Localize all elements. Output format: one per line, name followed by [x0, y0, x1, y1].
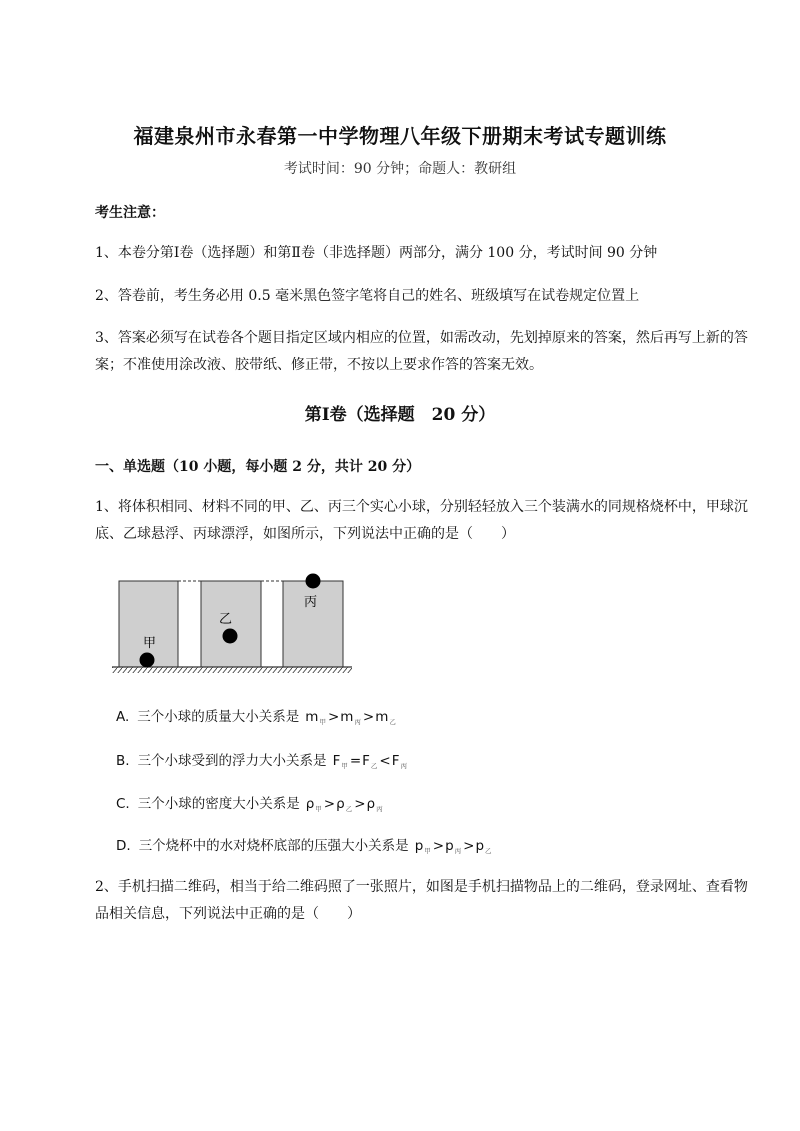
term-symbol: F	[391, 753, 400, 769]
term-symbol: p	[445, 838, 454, 854]
formula-c	[306, 796, 384, 812]
exam-subtitle: 考试时间：90 分钟；命题人：教研组	[283, 161, 517, 177]
formula-a	[305, 709, 397, 725]
term-symbol: F	[362, 753, 370, 769]
option-text: 三个小球的质量大小关系是	[137, 709, 300, 725]
relation: >	[327, 709, 340, 725]
option-d[interactable]	[116, 836, 493, 861]
term-subscript: 丙	[354, 718, 361, 726]
term-symbol: p	[475, 838, 485, 854]
relation: >	[362, 709, 375, 725]
notice-item-3: 3、答案必须写在试卷各个题目指定区域内相应的位置，如需改动，先划掉原来的答案，然后再写上新的答案；不准使用涂改液、胶带纸、修正带，不按以上要求作答的答案无效。	[95, 330, 748, 373]
option-letter: C.	[116, 796, 130, 812]
term-subscript: 乙	[389, 718, 396, 726]
label-jia: 甲	[143, 636, 157, 651]
term-subscript: 丙	[376, 805, 383, 813]
term-symbol: m	[375, 709, 389, 725]
option-c[interactable]	[116, 794, 384, 819]
question-1-text: 1、将体积相同、材料不同的甲、乙、丙三个实心小球，分别轻轻放入三个装满水的同规格烧杯中，甲球沉底、乙球悬浮、丙球漂浮，如图所示，下列说法中正确的是（ ）	[95, 499, 748, 542]
option-letter: B.	[116, 753, 130, 769]
term-symbol: m	[305, 709, 319, 725]
ball-jia	[140, 653, 155, 668]
formula-d	[415, 838, 493, 854]
option-text: 三个烧杯中的水对烧杯底部的压强大小关系是	[138, 838, 409, 854]
term-subscript: 甲	[319, 718, 326, 726]
relation: >	[323, 796, 336, 812]
term-subscript: 乙	[345, 805, 353, 813]
option-letter: A.	[116, 709, 130, 725]
ball-yi	[223, 629, 238, 644]
ground-hatch	[112, 667, 352, 673]
term-subscript: 甲	[341, 762, 348, 770]
formula-b	[333, 753, 408, 769]
beakers-figure	[112, 566, 352, 678]
question-2-text: 2、手机扫描二维码，相当于给二维码照了一张照片，如图是手机扫描物品上的二维码，登录网址、查看物品相关信息，下列说法中正确的是（ ）	[95, 879, 748, 922]
notice-heading: 考生注意：	[95, 205, 165, 221]
term-subscript: 丙	[400, 762, 407, 770]
ball-bing	[306, 574, 321, 589]
term-symbol: m	[340, 709, 354, 725]
option-text: 三个小球受到的浮力大小关系是	[137, 753, 327, 769]
term-subscript: 甲	[315, 805, 322, 813]
question-group-heading: 一、单选题（10 小题，每小题 2 分，共计 20 分）	[95, 459, 421, 475]
relation: =	[349, 753, 362, 769]
label-yi: 乙	[219, 612, 233, 627]
term-symbol: ρ	[305, 796, 315, 812]
term-subscript: 乙	[485, 847, 492, 855]
label-bing: 丙	[304, 595, 318, 610]
relation: >	[432, 838, 445, 854]
term-symbol: ρ	[336, 796, 345, 812]
exam-title: 福建泉州市永春第一中学物理八年级下册期末考试专题训练	[133, 124, 667, 148]
notice-item-1: 1、本卷分第Ⅰ卷（选择题）和第Ⅱ卷（非选择题）两部分，满分 100 分，考试时间 90 分钟	[95, 245, 658, 261]
term-subscript: 甲	[424, 847, 431, 855]
notice-item-2: 2、答卷前，考生务必用 0.5 毫米黑色签字笔将自己的姓名、班级填写在试卷规定位置上	[95, 288, 640, 304]
option-text: 三个小球的密度大小关系是	[137, 796, 300, 812]
relation: <	[379, 753, 391, 769]
option-a[interactable]	[116, 707, 397, 732]
relation: >	[463, 838, 475, 854]
term-subscript: 丙	[454, 847, 462, 855]
section-title: 第Ⅰ卷（选择题 20 分）	[304, 405, 496, 425]
beaker-bing	[283, 581, 343, 667]
term-symbol: ρ	[366, 796, 376, 812]
option-letter: D.	[116, 838, 131, 854]
term-symbol: F	[332, 753, 341, 769]
option-b[interactable]	[116, 751, 408, 776]
relation: >	[354, 796, 366, 812]
term-symbol: p	[414, 838, 424, 854]
term-subscript: 乙	[370, 762, 378, 770]
